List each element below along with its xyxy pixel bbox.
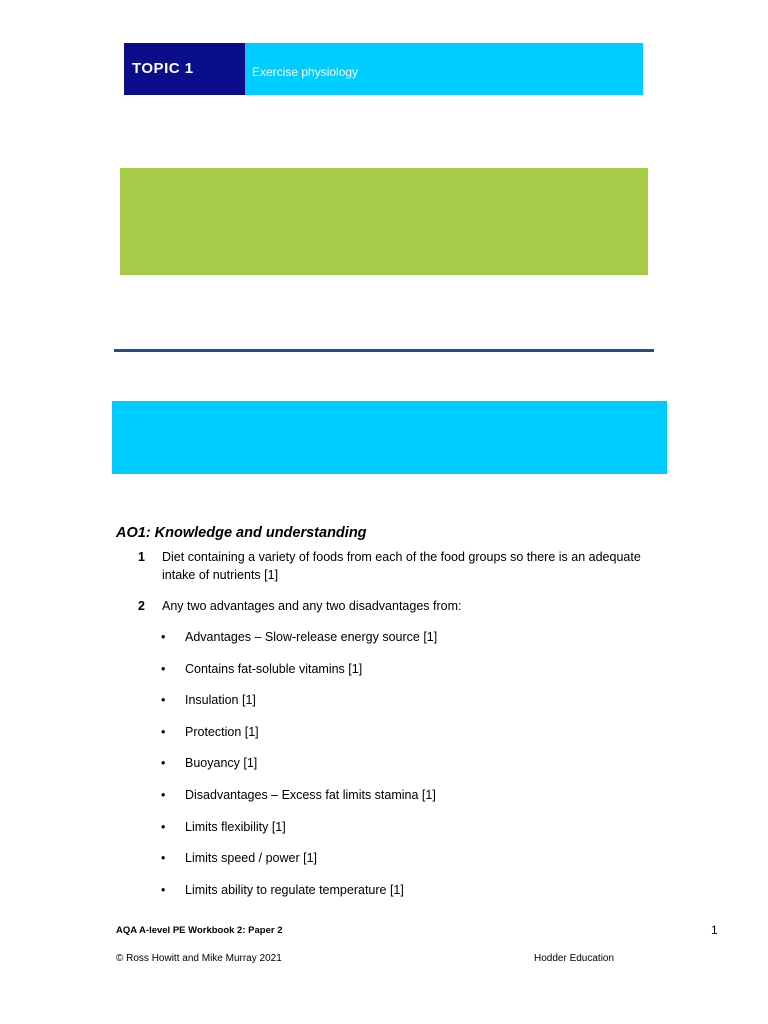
question-2 — [116, 597, 656, 615]
list-item — [116, 691, 656, 709]
bullet-icon: • — [161, 882, 166, 897]
divider-rule — [114, 349, 654, 352]
list-item-text: Buoyancy [1] — [185, 756, 258, 771]
answer-bullet-list — [116, 628, 656, 899]
list-item-text: Disadvantages – Excess fat limits stamina [1] — [185, 787, 436, 802]
list-item — [116, 881, 656, 899]
publisher-name: Hodder Education — [534, 953, 615, 964]
bullet-icon: • — [161, 819, 166, 834]
page-number: 1 — [711, 923, 718, 937]
answers-content — [116, 548, 656, 912]
list-item-text: Limits ability to regulate temperature [1] — [185, 882, 404, 897]
list-item-text: Protection [1] — [185, 724, 259, 739]
question-number: 1 — [138, 550, 145, 564]
list-item — [116, 723, 656, 741]
cyan-banner-block — [112, 401, 667, 474]
bullet-icon: • — [161, 661, 166, 676]
list-item — [116, 818, 656, 836]
list-item — [116, 660, 656, 678]
list-item — [116, 786, 656, 804]
bullet-icon: • — [161, 693, 166, 708]
list-item — [116, 754, 656, 772]
section-heading: AO1: Knowledge and understanding — [116, 525, 367, 541]
list-item-text: Limits flexibility [1] — [185, 819, 286, 834]
topic-title: Exercise physiology — [245, 43, 643, 95]
copyright-notice: © Ross Howitt and Mike Murray 2021 — [116, 953, 282, 964]
list-item — [116, 849, 656, 867]
question-number: 2 — [138, 599, 145, 613]
question-answer-text: Any two advantages and any two disadvantages from: — [162, 599, 462, 613]
bullet-icon: • — [161, 787, 166, 802]
bullet-icon: • — [161, 724, 166, 739]
bullet-icon: • — [161, 756, 166, 771]
question-answer-text: Diet containing a variety of foods from each of the food groups so there is an adequate intake of nutrients [1] — [162, 550, 641, 582]
list-item-text: Limits speed / power [1] — [185, 851, 318, 866]
topic-label: TOPIC 1 — [124, 43, 245, 95]
list-item-text: Insulation [1] — [185, 693, 256, 708]
question-1 — [116, 548, 656, 584]
bullet-icon: • — [161, 851, 166, 866]
list-item-text: Contains fat-soluble vitamins [1] — [185, 661, 363, 676]
bullet-icon: • — [161, 630, 166, 644]
green-banner-block — [120, 168, 648, 275]
list-item — [116, 628, 656, 646]
list-item-text: Advantages – Slow-release energy source [1] — [185, 630, 438, 644]
workbook-footer-title: AQA A-level PE Workbook 2: Paper 2 — [116, 925, 283, 936]
topic-banner — [124, 43, 643, 95]
